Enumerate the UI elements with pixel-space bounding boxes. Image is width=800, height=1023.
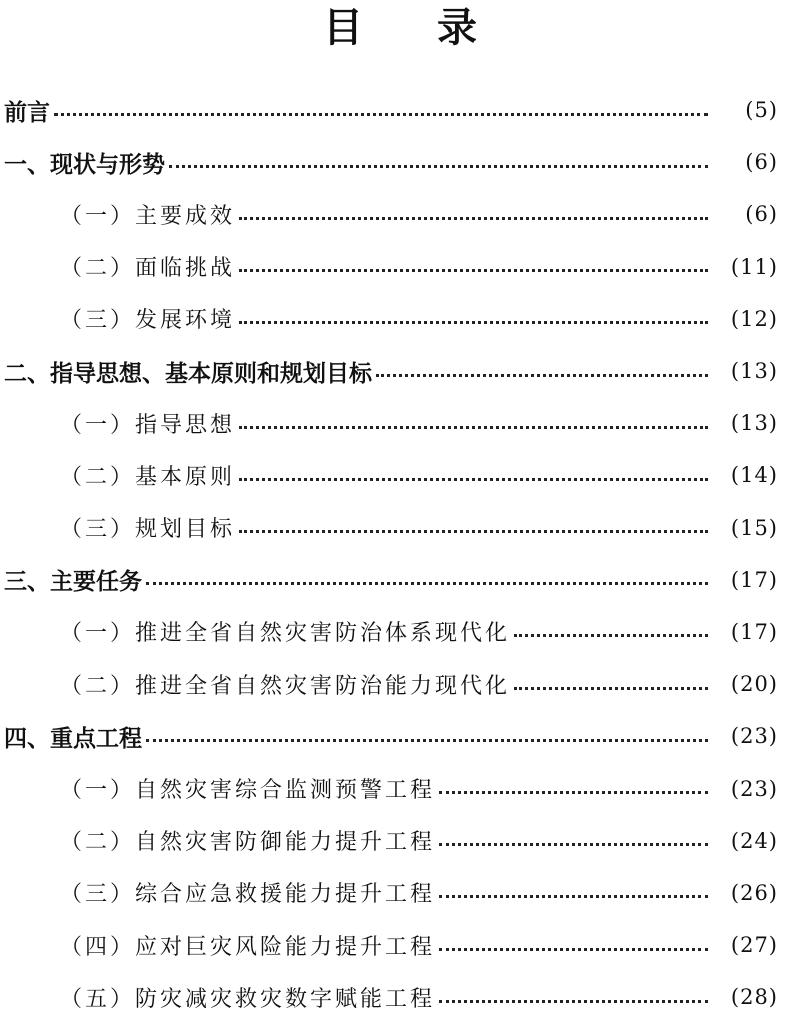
toc-section-entry[interactable]: [0, 502, 800, 554]
toc-entry-page-number: (6): [745, 150, 778, 175]
page-title: 目 录: [323, 5, 507, 51]
dot-leader: [239, 528, 708, 533]
toc-section-entry[interactable]: [0, 867, 800, 919]
toc-entry-page-number: (13): [730, 359, 778, 384]
toc-section-entry[interactable]: [0, 188, 800, 240]
toc-entry-page-number: (23): [730, 776, 778, 801]
toc-entry-title: （二）基本原则: [60, 464, 236, 490]
toc-chapter-entry[interactable]: [0, 345, 800, 397]
toc-entry-page-number: (24): [730, 828, 778, 853]
toc-entry-title: 前言: [4, 99, 50, 126]
toc-section-entry[interactable]: [0, 658, 800, 710]
toc-entry-page-number: (17): [730, 619, 778, 644]
toc-section-entry[interactable]: [0, 293, 800, 345]
toc-entry-title: （三）综合应急救援能力提升工程: [60, 882, 436, 908]
toc-entry-title: （三）发展环境: [60, 308, 236, 334]
dot-leader: [439, 841, 708, 846]
toc-entry-title: （四）应对巨灾风险能力提升工程: [60, 934, 436, 960]
toc-entry-title: （三）规划目标: [60, 517, 236, 543]
toc-section-entry[interactable]: [0, 241, 800, 293]
dot-leader: [514, 685, 708, 690]
toc-section-entry[interactable]: [0, 815, 800, 867]
toc-entry-title: （一）自然灾害综合监测预警工程: [60, 778, 436, 804]
dot-leader: [239, 267, 708, 272]
toc-chapter-entry[interactable]: [0, 554, 800, 606]
toc-entry-title: （二）自然灾害防御能力提升工程: [60, 830, 436, 856]
toc-section-entry[interactable]: [0, 762, 800, 814]
toc-entry-page-number: (14): [730, 463, 778, 488]
toc-entry-title: （二）推进全省自然灾害防治能力现代化: [60, 673, 511, 699]
toc-entry-page-number: (13): [730, 411, 778, 436]
toc-entry-page-number: (15): [730, 515, 778, 540]
toc-chapter-entry[interactable]: [0, 84, 800, 136]
dot-leader: [439, 789, 708, 794]
toc-entry-page-number: (6): [745, 202, 778, 227]
toc-entry-page-number: (20): [730, 672, 778, 697]
toc-entry-title: （一）推进全省自然灾害防治体系现代化: [60, 621, 511, 647]
toc-entry-title: （五）防灾减灾救灾数字赋能工程: [60, 986, 436, 1012]
toc-entry-page-number: (17): [730, 567, 778, 592]
toc-entry-title: （一）主要成效: [60, 203, 236, 229]
toc-section-entry[interactable]: [0, 971, 800, 1023]
toc-entry-page-number: (28): [730, 985, 778, 1010]
dot-leader: [439, 946, 708, 951]
toc-entry-page-number: (5): [745, 98, 778, 123]
toc-entry-page-number: (23): [730, 724, 778, 749]
toc-entry-title: （一）指导思想: [60, 412, 236, 438]
dot-leader: [54, 111, 708, 116]
dot-leader: [239, 215, 708, 220]
toc-chapter-entry[interactable]: [0, 136, 800, 188]
dot-leader: [439, 998, 708, 1003]
dot-leader: [169, 163, 708, 168]
toc-section-entry[interactable]: [0, 919, 800, 971]
dot-leader: [146, 580, 708, 585]
toc-entry-page-number: (12): [730, 306, 778, 331]
dot-leader: [514, 632, 708, 637]
toc-entry-title: （二）面临挑战: [60, 256, 236, 282]
toc-entry-page-number: (27): [730, 933, 778, 958]
table-of-contents: [0, 84, 800, 1023]
toc-section-entry[interactable]: [0, 606, 800, 658]
toc-entry-title: 四、重点工程: [4, 725, 142, 752]
dot-leader: [239, 319, 708, 324]
toc-entry-page-number: (26): [730, 880, 778, 905]
dot-leader: [376, 372, 708, 377]
dot-leader: [239, 424, 708, 429]
toc-entry-title: 三、主要任务: [4, 569, 142, 596]
dot-leader: [439, 893, 708, 898]
toc-section-entry[interactable]: [0, 449, 800, 501]
dot-leader: [146, 737, 708, 742]
dot-leader: [239, 476, 708, 481]
toc-entry-page-number: (11): [730, 254, 778, 279]
toc-chapter-entry[interactable]: [0, 710, 800, 762]
toc-section-entry[interactable]: [0, 397, 800, 449]
toc-entry-title: 一、现状与形势: [4, 151, 165, 178]
toc-entry-title: 二、指导思想、基本原则和规划目标: [4, 360, 372, 387]
